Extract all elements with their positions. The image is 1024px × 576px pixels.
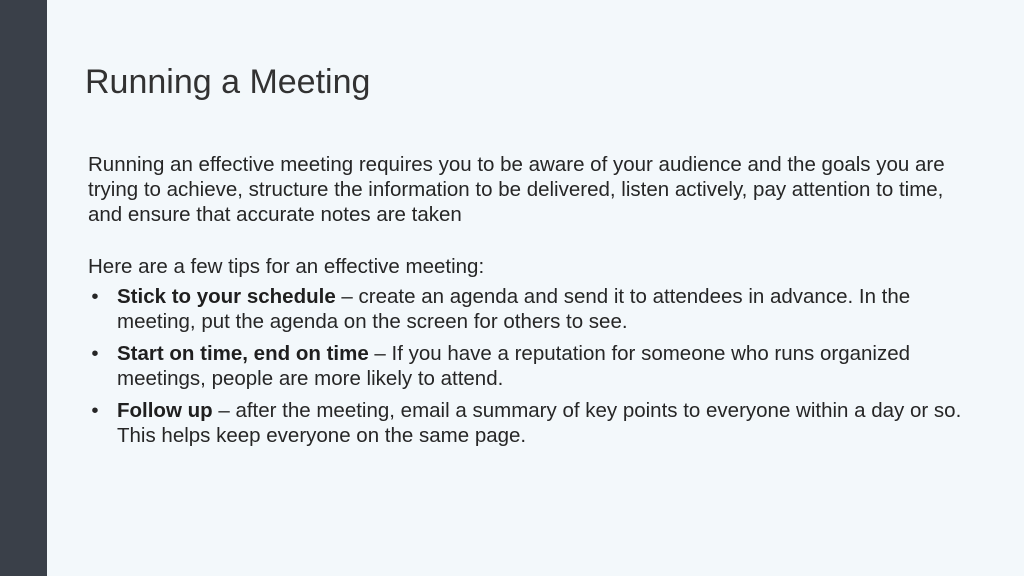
- tip-text: – after the meeting, email a summary of key points to everyone within a day or so. This helps keep everyone on the same page.: [117, 399, 962, 447]
- slide-body: [88, 152, 968, 455]
- tips-heading: Here are a few tips for an effective meeting:: [88, 255, 485, 278]
- bullet-icon: •: [91, 342, 99, 365]
- slide: [47, 0, 1024, 576]
- tip-item-schedule: [88, 284, 968, 334]
- bullet-icon: •: [91, 285, 99, 308]
- slide-title: Running a Meeting: [85, 63, 371, 101]
- tip-bold-label: Start on time, end on time: [117, 342, 369, 365]
- bullet-icon: •: [91, 399, 99, 422]
- tip-item-follow-up: [88, 398, 968, 448]
- intro-paragraph: Running an effective meeting requires you to be aware of your audience and the goals you are trying to achieve, structure the information to be delivered, listen actively, pay attention to time, and ensure that accurate notes are taken: [88, 153, 945, 226]
- tip-text: – create an agenda and send it to attendees in advance. In the meeting, put the agenda on the screen for others to see.: [117, 285, 911, 333]
- tip-item-time: [88, 341, 968, 391]
- tip-text: – If you have a reputation for someone who runs organized meetings, people are more likely to attend.: [117, 342, 911, 390]
- tip-bold-label: Follow up: [117, 399, 213, 422]
- tips-list: [88, 284, 968, 448]
- tip-bold-label: Stick to your schedule: [117, 285, 336, 308]
- side-accent-bar: [0, 0, 47, 576]
